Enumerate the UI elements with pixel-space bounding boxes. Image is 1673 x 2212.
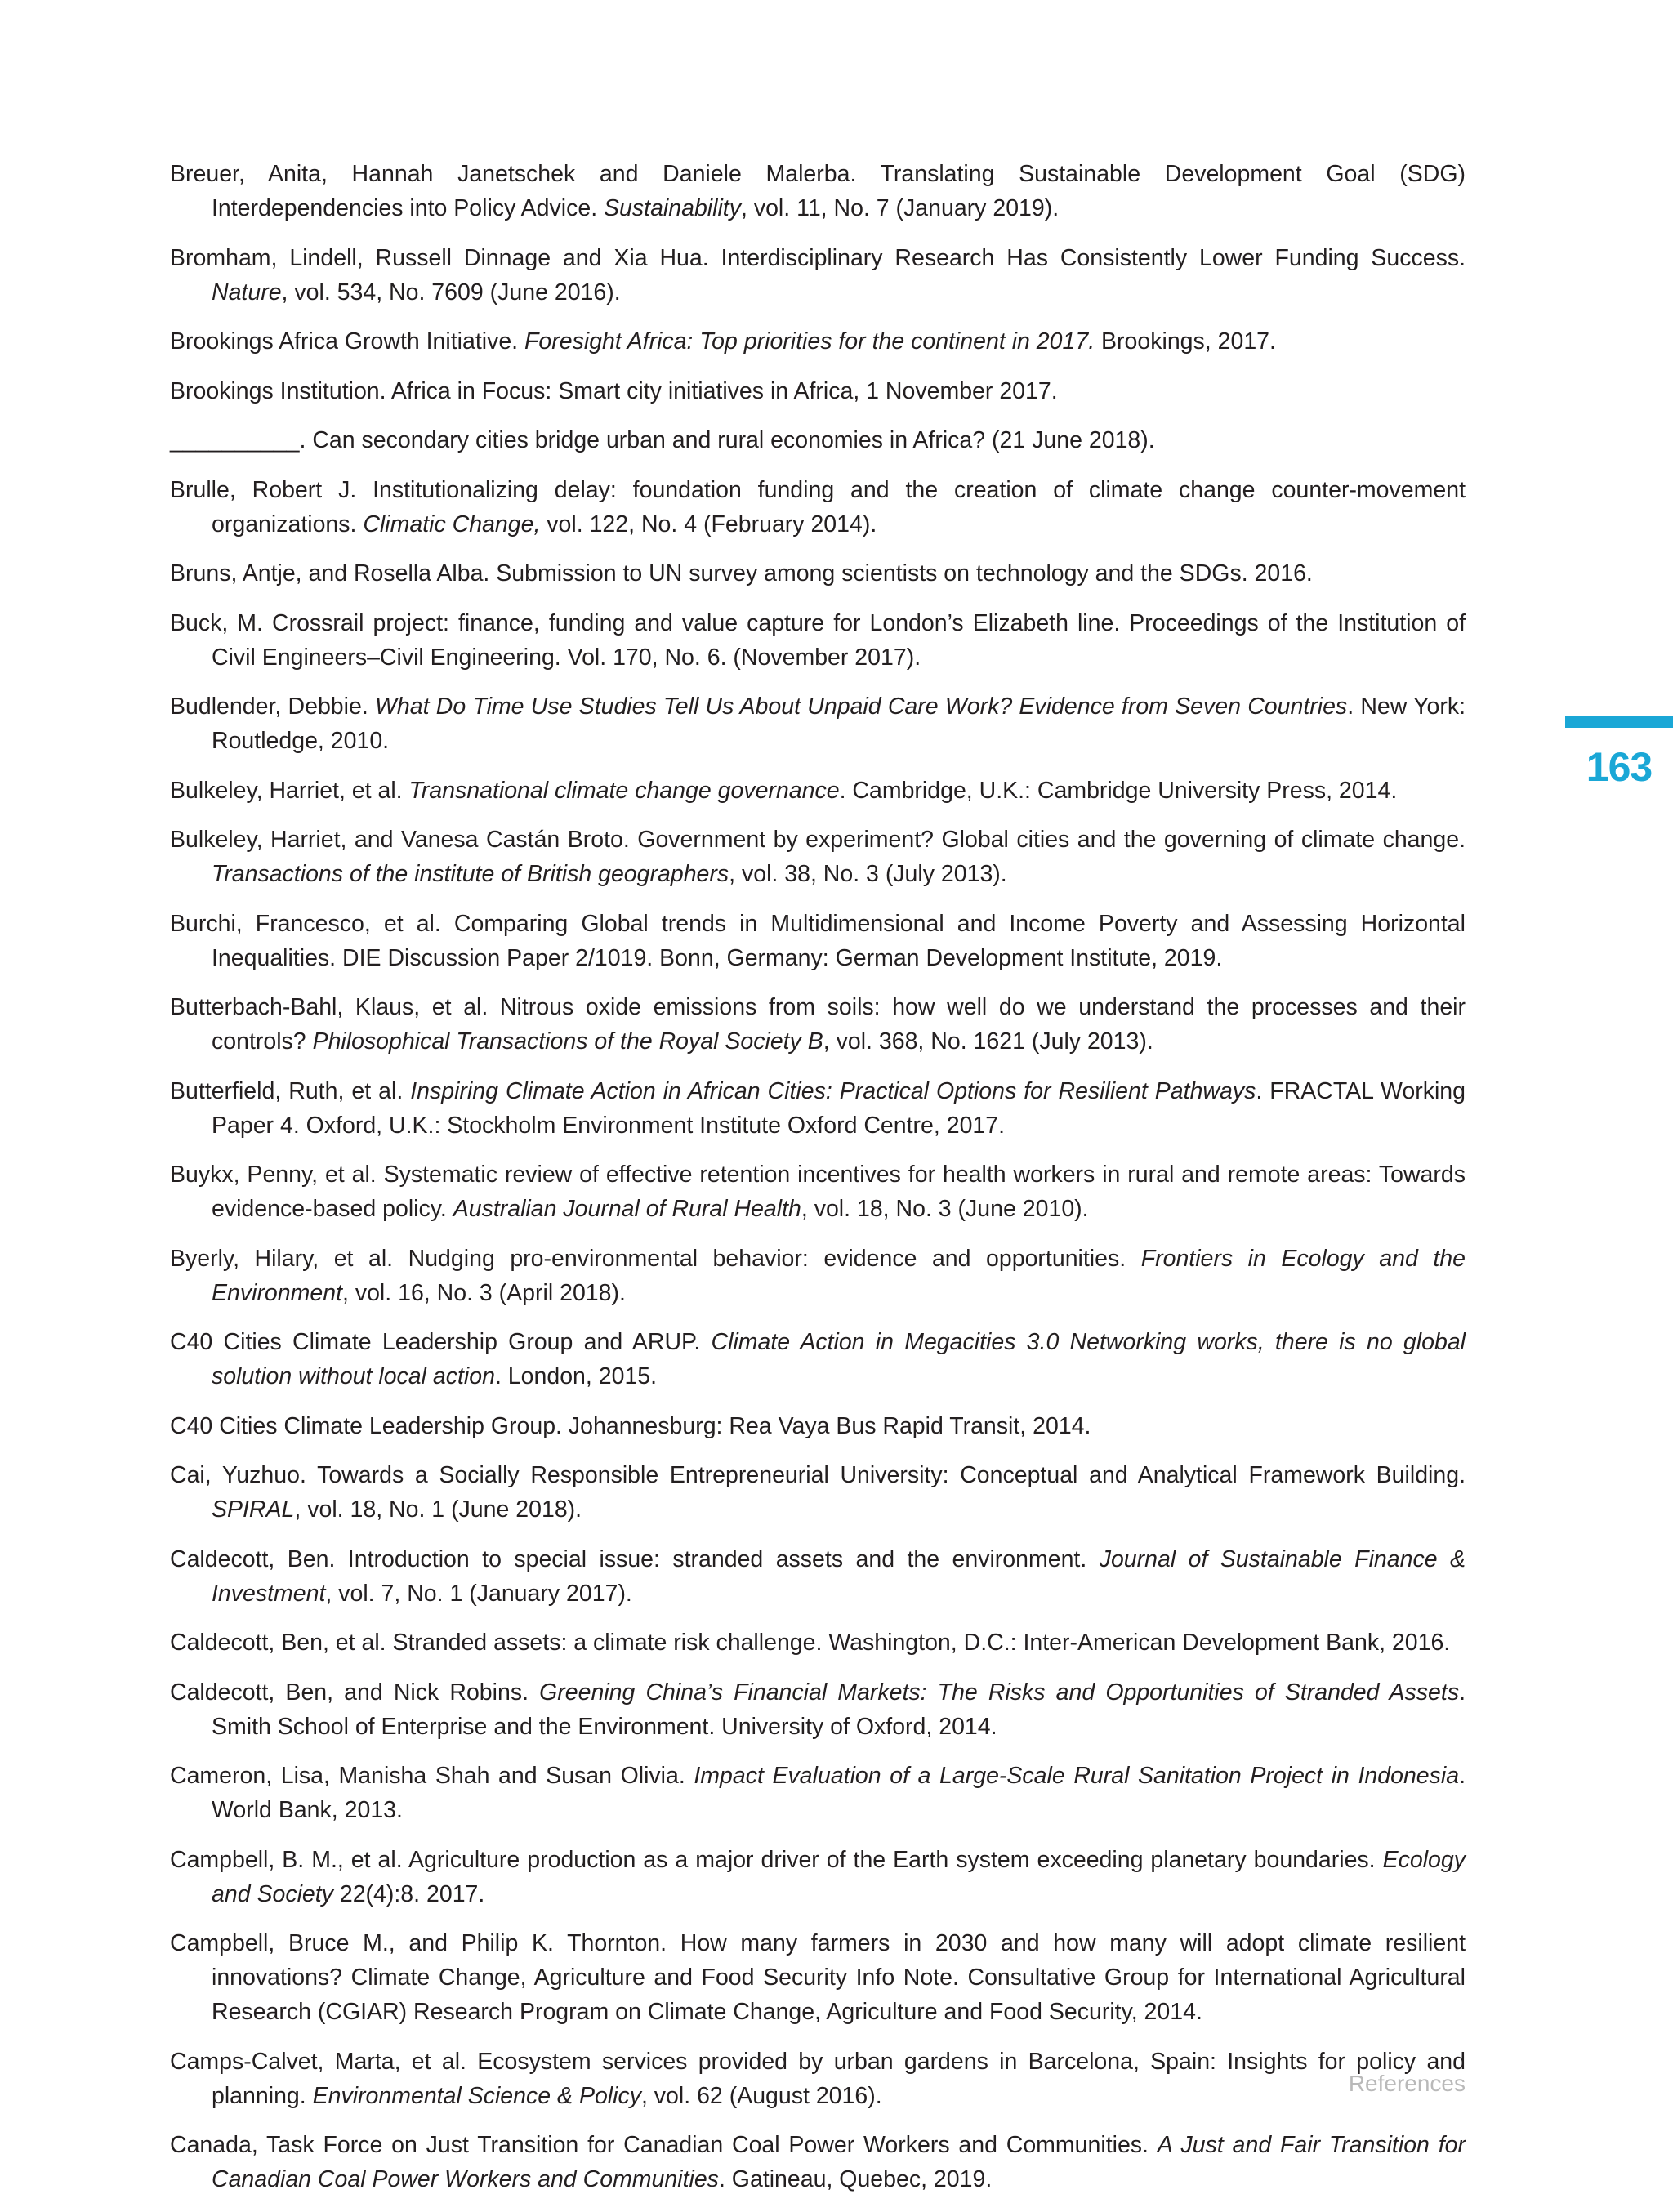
reference-entry	[170, 823, 1466, 891]
reference-text: Bruns, Antje, and Rosella Alba. Submission to UN survey among scientists on technology and the SDGs. 2016.	[170, 560, 1313, 586]
reference-text: Breuer, Anita, Hannah Janetschek and Daniele Malerba. Translating Sustainable Development Goal (SDG) Interdependencies into Policy Advice.	[170, 161, 1466, 221]
reference-text: Budlender, Debbie.	[170, 693, 375, 720]
reference-text: . Gatineau, Quebec, 2019.	[718, 2166, 993, 2192]
reference-entry	[170, 606, 1466, 675]
reference-text: , vol. 7, No. 1 (January 2017).	[325, 1580, 632, 1607]
footer-section-label: References	[1348, 2071, 1466, 2096]
reference-entry	[170, 1926, 1466, 2029]
reference-entry	[170, 1843, 1466, 1911]
reference-entry	[170, 473, 1466, 542]
reference-title-italic: Ecology and Society	[212, 1846, 1466, 1907]
reference-text: , vol. 368, No. 1621 (July 2013).	[823, 1028, 1153, 1055]
reference-entry	[170, 689, 1466, 758]
reference-title-italic: What Do Time Use Studies Tell Us About Unpaid Care Work? Evidence from Seven Countries	[375, 693, 1348, 720]
reference-title-italic: Philosophical Transactions of the Royal Society B	[312, 1028, 823, 1055]
reference-entry	[170, 2128, 1466, 2196]
reference-text: Butterbach-Bahl, Klaus, et al. Nitrous oxide emissions from soils: how well do we understand the processes and their controls?	[170, 994, 1466, 1055]
reference-entry	[170, 241, 1466, 310]
reference-entry	[170, 990, 1466, 1059]
reference-text: Bulkeley, Harriet, and Vanesa Castán Broto. Government by experiment? Global cities and the governing of climate change.	[170, 827, 1466, 853]
reference-entry	[170, 374, 1466, 408]
reference-text: 22(4):8. 2017.	[332, 1880, 485, 1907]
reference-text: , vol. 18, No. 1 (June 2018).	[294, 1496, 582, 1523]
reference-title-italic: Greening China’s Financial Markets: The Risks and Opportunities of Stranded Assets	[539, 1679, 1460, 1706]
reference-title-italic: Sustainability	[604, 195, 741, 221]
reference-title-italic: Climatic Change,	[363, 511, 541, 537]
reference-text: . New York: Routledge, 2010.	[212, 693, 1466, 754]
reference-text: . Cambridge, U.K.: Cambridge University Press, 2014.	[839, 777, 1398, 804]
reference-text: Burchi, Francesco, et al. Comparing Global trends in Multidimensional and Income Poverty and Assessing Horizontal Inequalities. DIE Discussion Paper 2/1019. Bonn, Germany: German Development Institute, 2019.	[170, 910, 1466, 971]
reference-text: vol. 122, No. 4 (February 2014).	[540, 511, 877, 537]
reference-title-italic: Foresight Africa: Top priorities for the continent in 2017.	[524, 328, 1095, 355]
reference-text: . Smith School of Enterprise and the Environment. University of Oxford, 2014.	[212, 1679, 1466, 1740]
reference-entry	[170, 556, 1466, 591]
reference-entry	[170, 907, 1466, 975]
reference-entry	[170, 1325, 1466, 1394]
reference-entry	[170, 1157, 1466, 1226]
reference-title-italic: Climate Action in Megacities 3.0 Networking works, there is no global solution without local action	[212, 1329, 1466, 1389]
reference-text: Byerly, Hilary, et al. Nudging pro-environmental behavior: evidence and opportunities.	[170, 1245, 1141, 1272]
reference-list	[170, 157, 1466, 2212]
reference-title-italic: Transnational climate change governance	[408, 777, 840, 804]
reference-entry	[170, 423, 1466, 457]
reference-entry	[170, 1542, 1466, 1611]
reference-text: Camps-Calvet, Marta, et al. Ecosystem services provided by urban gardens in Barcelona, Spain: Insights for policy and planning.	[170, 2048, 1466, 2109]
reference-title-italic: Transactions of the institute of British geographers	[212, 861, 729, 887]
reference-text: Caldecott, Ben. Introduction to special issue: stranded assets and the environment.	[170, 1545, 1100, 1572]
reference-text: __________. Can secondary cities bridge urban and rural economies in Africa? (21 June 2018).	[170, 427, 1155, 453]
reference-text: , vol. 62 (August 2016).	[640, 2082, 882, 2109]
reference-title-italic: Frontiers in Ecology and the Environment	[212, 1245, 1466, 1306]
reference-title-italic: Environmental Science & Policy	[312, 2082, 641, 2109]
reference-entry	[170, 1409, 1466, 1443]
reference-text: . World Bank, 2013.	[212, 1763, 1466, 1823]
reference-title-italic: SPIRAL	[212, 1496, 295, 1523]
reference-text: Brookings Institution. Africa in Focus: Smart city initiatives in Africa, 1 November 2017.	[170, 377, 1058, 404]
reference-text: Buck, M. Crossrail project: finance, funding and value capture for London’s Elizabeth line. Proceedings of the Institution of Civil Engineers–Civil Engineering. Vol. 170, No. 6. (November 2017).	[170, 609, 1466, 671]
reference-entry	[170, 157, 1466, 225]
reference-text: Caldecott, Ben, and Nick Robins.	[170, 1679, 540, 1706]
reference-entry	[170, 324, 1466, 359]
reference-text: Cai, Yuzhuo. Towards a Socially Responsible Entrepreneurial University: Conceptual and Analytical Framework Building.	[170, 1462, 1466, 1488]
reference-entry	[170, 1675, 1466, 1744]
reference-text: , vol. 11, No. 7 (January 2019).	[740, 195, 1060, 221]
reference-text: Buykx, Penny, et al. Systematic review of effective retention incentives for health workers in rural and remote areas: Towards evidence-based policy.	[170, 1162, 1466, 1222]
reference-text: Campbell, B. M., et al. Agriculture production as a major driver of the Earth system exceeding planetary boundaries.	[170, 1846, 1383, 1873]
reference-title-italic: A Just and Fair Transition for Canadian Coal Power Workers and Communities	[212, 2132, 1466, 2192]
reference-text: Bulkeley, Harriet, et al.	[170, 777, 409, 804]
reference-text: , vol. 534, No. 7609 (June 2016).	[281, 279, 621, 305]
reference-text: Butterfield, Ruth, et al.	[170, 1077, 411, 1104]
reference-text: Brulle, Robert J. Institutionalizing delay: foundation funding and the creation of climate change counter-movement organizations.	[170, 476, 1466, 537]
reference-text: Brookings Africa Growth Initiative.	[170, 328, 525, 355]
reference-text: Cameron, Lisa, Manisha Shah and Susan Olivia.	[170, 1763, 694, 1789]
page-number: 163	[1586, 744, 1653, 790]
reference-text: Caldecott, Ben, et al. Stranded assets: a climate risk challenge. Washington, D.C.: Inter-American Development Bank, 2016.	[170, 1630, 1451, 1656]
reference-entry	[170, 1074, 1466, 1143]
reference-text: Brookings, 2017.	[1095, 328, 1276, 355]
reference-entry	[170, 774, 1466, 808]
reference-text: , vol. 16, No. 3 (April 2018).	[342, 1279, 626, 1306]
reference-text: . FRACTAL Working Paper 4. Oxford, U.K.: Stockholm Environment Institute Oxford Centre, 2017.	[212, 1077, 1466, 1139]
reference-text: C40 Cities Climate Leadership Group. Johannesburg: Rea Vaya Bus Rapid Transit, 2014.	[170, 1412, 1091, 1439]
reference-entry	[170, 1458, 1466, 1527]
reference-title-italic: Nature	[212, 279, 282, 305]
reference-text: C40 Cities Climate Leadership Group and ARUP.	[170, 1329, 712, 1355]
reference-title-italic: Impact Evaluation of a Large-Scale Rural Sanitation Project in Indonesia	[694, 1763, 1460, 1789]
reference-title-italic: Inspiring Climate Action in African Cities: Practical Options for Resilient Pathways	[410, 1077, 1256, 1104]
reference-title-italic: Journal of Sustainable Finance & Investment	[212, 1545, 1466, 1607]
reference-title-italic: Australian Journal of Rural Health	[453, 1196, 801, 1222]
reference-entry	[170, 2045, 1466, 2113]
reference-text: , vol. 18, No. 3 (June 2010).	[801, 1196, 1089, 1222]
reference-entry	[170, 1626, 1466, 1660]
reference-entry	[170, 1242, 1466, 1310]
page-tab-accent-bar	[1565, 716, 1673, 728]
reference-entry	[170, 1759, 1466, 1827]
reference-text: Bromham, Lindell, Russell Dinnage and Xia Hua. Interdisciplinary Research Has Consistently Lower Funding Success.	[170, 244, 1466, 271]
reference-text: Canada, Task Force on Just Transition for Canadian Coal Power Workers and Communities.	[170, 2132, 1158, 2158]
reference-text: . London, 2015.	[494, 1363, 658, 1389]
reference-text: , vol. 38, No. 3 (July 2013).	[729, 861, 1007, 887]
reference-text: Campbell, Bruce M., and Philip K. Thornton. How many farmers in 2030 and how many will adopt climate resilient innovations? Climate Change, Agriculture and Food Security Info Note. Consultative Group for International Agricultural Research (CGIAR) Research Program on Climate Change, Agriculture and Food Security, 2014.	[170, 1930, 1466, 2025]
